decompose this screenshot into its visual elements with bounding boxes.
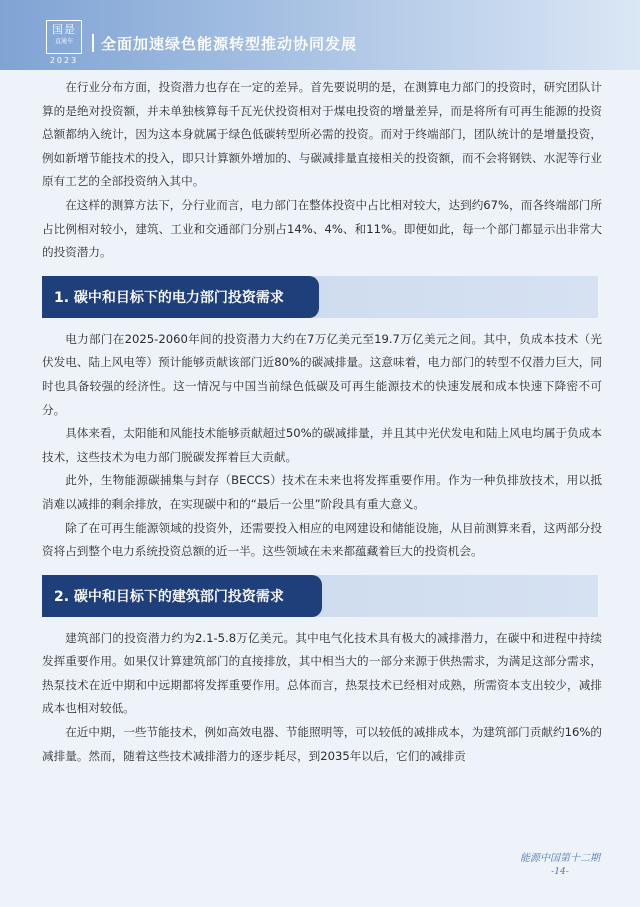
section-paragraph: 电力部门在2025-2060年间的投资潜力大约在7万亿美元至19.7万亿美元之间。其中，负成本技术（光伏发电、陆上风电等）预计能够贡献该部门近80%的碳减排量。这意味着，电力部门的转型不仅潜力巨大，同时也具备较强的经济性。这一情况与中国当前绿色低碳及可再生能源技术的快速发展和成本快速下降密不可分。 (42, 331, 602, 417)
section-paragraph: 除了在可再生能源领域的投资外，还需要投入相应的电网建设和储能设施，从目前测算来看，这两部分投资将占到整个电力系统投资总额的近一半。这些领域在未来都蕴藏着巨大的投资机会。 (42, 520, 602, 559)
page-header (0, 0, 640, 70)
section-heading-bar (42, 575, 598, 617)
logo-sub-text: 直通车 (54, 38, 73, 45)
intro-paragraph: 在这样的测算方法下，分行业而言，电力部门在整体投资中占比相对较大，达到约67%，而各终端部门所占比例相对较小，建筑、工业和交通部门分别占14%、4%、和11%。即便如此，每一个部门都显示出非常大的投资潜力。 (42, 197, 602, 260)
masthead-logo (46, 20, 82, 54)
section-paragraph: 在近中期，一些节能技术，例如高效电器、节能照明等，可以较低的减排成本，为建筑部门贡献约16%的减排量。然而，随着这些技术减排潜力的逐步耗尽，到2035年以后，它们的减排贡 (42, 725, 602, 763)
section-paragraph: 建筑部门的投资潜力约为2.1-5.8万亿美元。其中电气化技术具有极大的减排潜力，在碳中和进程中持续发挥重要作用。如果仅计算建筑部门的直接排放，其中相当大的一部分来源于供热需求，为满足这部分需求，热泵技术在近中期和中远期都将发挥重要作用。总体而言，热泵技术已经相对成熟，所需资本支出较少，减排成本也相对较低。 (42, 630, 602, 716)
section-heading-bar (42, 276, 598, 318)
article-body (42, 76, 602, 768)
header-divider (92, 34, 94, 52)
logo-main-text: 国是 (52, 23, 76, 36)
section-title: 2. 碳中和目标下的建筑部门投资需求 (54, 588, 284, 605)
section-heading-tab (42, 276, 319, 318)
footer-issue: 能源中国第十二期 (520, 853, 600, 864)
page-number: -14- (551, 867, 569, 877)
section-heading-tab (42, 575, 322, 617)
header-title: 全面加速绿色能源转型推动协同发展 (101, 35, 358, 53)
intro-paragraph: 在行业分布方面，投资潜力也存在一定的差异。首先要说明的是，在测算电力部门的投资时，研究团队计算的是绝对投资额，并未单独核算每千瓦光伏投资相对于煤电投资的增量差异，而是将所有可再生能源的投资总额都纳入统计，因为这本身就属于绿色低碳转型所必需的投资。而对于终端部门，团队统计的是增量投资，例如新增节能技术的投入，即只计算额外增加的、与碳减排量直接相关的投资额，而不会将钢铁、水泥等行业原有工艺的全部投资纳入其中。 (42, 80, 602, 189)
section-title: 1. 碳中和目标下的电力部门投资需求 (54, 289, 284, 306)
logo-year: 2023 (49, 56, 79, 65)
section-paragraph: 此外，生物能源碳捕集与封存（BECCS）技术在未来也将发挥重要作用。作为一种负排放技术，用以抵消难以减排的剩余排放，在实现碳中和的“最后一公里”阶段具有重大意义。 (42, 473, 602, 511)
page-footer (520, 852, 600, 879)
section-paragraph: 具体来看，太阳能和风能技术能够贡献超过50%的碳减排量，并且其中光伏发电和陆上风电均属于负成本技术，这些技术为电力部门脱碳发挥着巨大贡献。 (42, 426, 602, 464)
